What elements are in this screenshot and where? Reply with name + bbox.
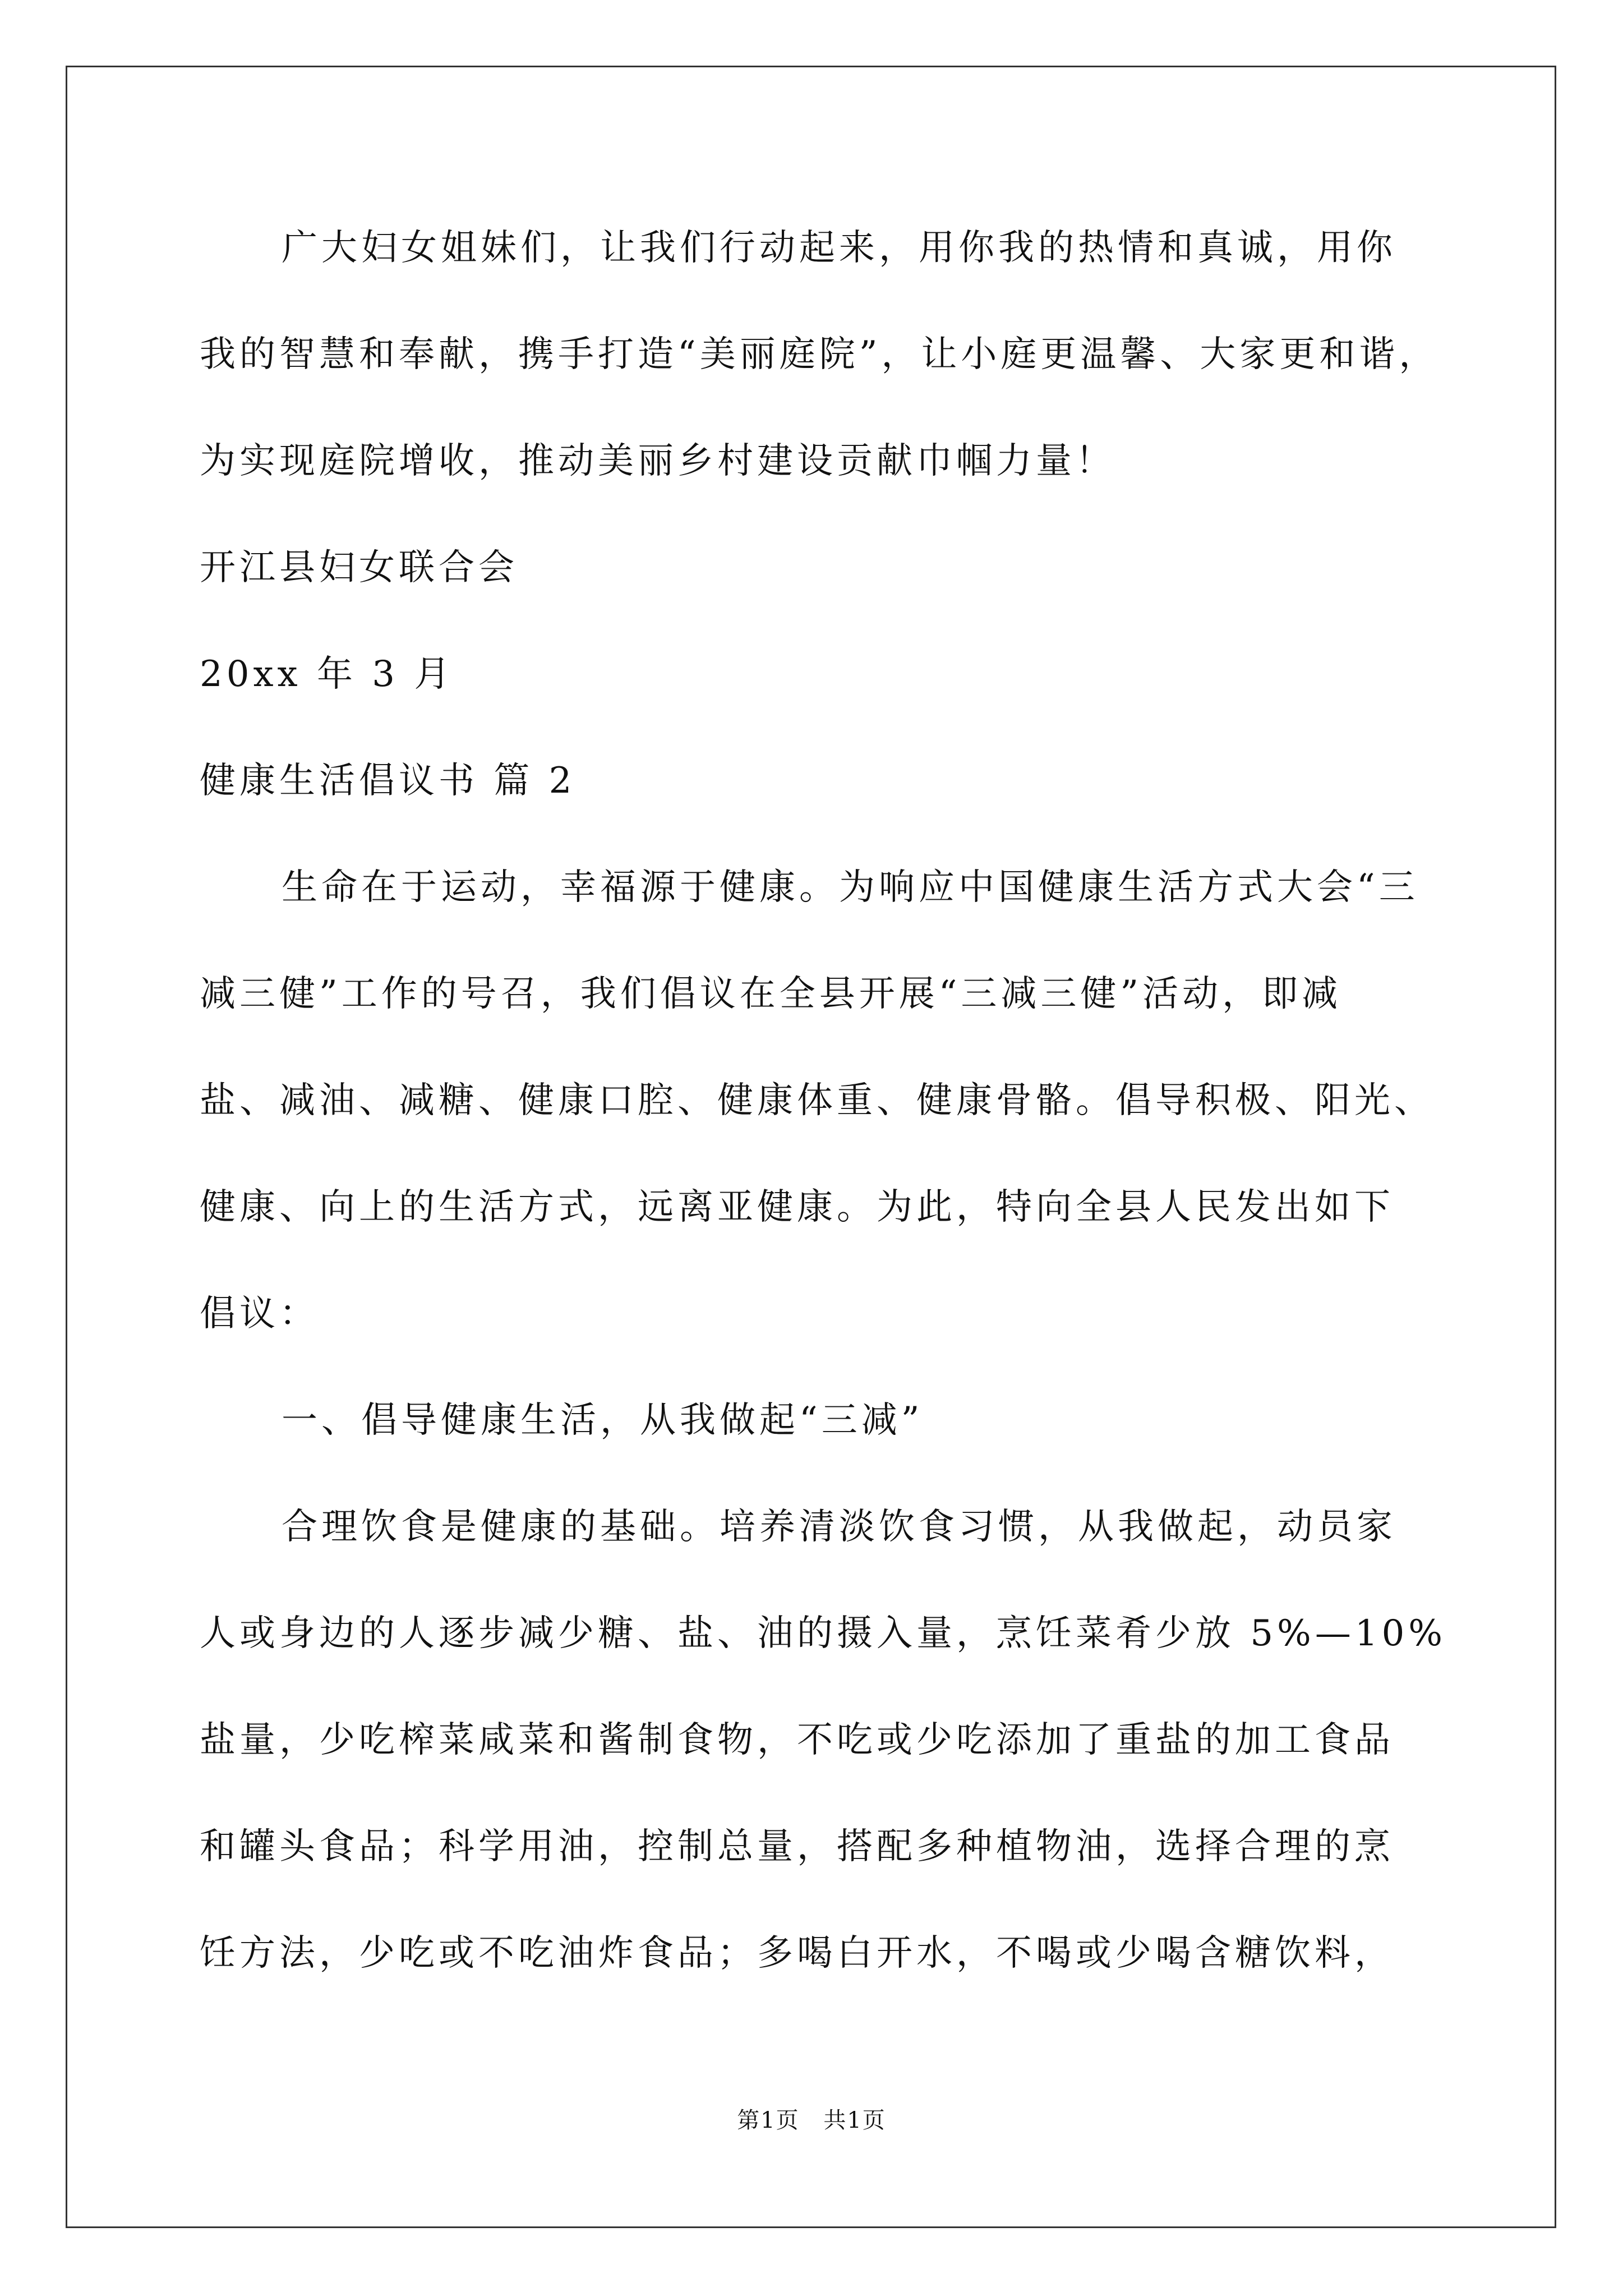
paragraph-line: 盐量，少吃榨菜咸菜和酱制食物，不吃或少吃添加了重盐的加工食品	[200, 1719, 1394, 1761]
paragraph-line: 为实现庭院增收，推动美丽乡村建设贡献巾帼力量！	[200, 440, 1115, 482]
signature-date: 20xx 年 3 月	[200, 654, 454, 695]
section-heading: 健康生活倡议书 篇 2	[200, 760, 576, 802]
paragraph-line: 广大妇女姐妹们，让我们行动起来，用你我的热情和真诚，用你	[282, 227, 1396, 269]
paragraph-line: 生命在于运动，幸福源于健康。为响应中国健康生活方式大会“三	[282, 867, 1419, 908]
paragraph-line: 盐、减油、减糖、健康口腔、健康体重、健康骨骼。倡导积极、阳光、	[200, 1080, 1434, 1121]
paragraph-line: 健康、向上的生活方式，远离亚健康。为此，特向全县人民发出如下	[200, 1186, 1394, 1228]
paragraph-line: 减三健”工作的号召，我们倡议在全县开展“三减三健”活动，即减	[200, 973, 1342, 1015]
page-number: 第1页	[737, 2108, 800, 2133]
subheading: 一、倡导健康生活，从我做起“三减”	[282, 1400, 924, 1441]
page-total: 共1页	[823, 2108, 886, 2133]
paragraph-line: 人或身边的人逐步减少糖、盐、油的摄入量，烹饪菜肴少放 5%—10%	[200, 1613, 1447, 1654]
signature-organization: 开江县妇女联合会	[200, 547, 518, 588]
paragraph-line: 我的智慧和奉献，携手打造“美丽庭院”，让小庭更温馨、大家更和谐，	[200, 334, 1439, 375]
paragraph-line: 倡议：	[200, 1293, 319, 1335]
page-footer	[0, 2105, 1623, 2136]
paragraph-line: 合理饮食是健康的基础。培养清淡饮食习惯，从我做起，动员家	[282, 1506, 1396, 1548]
page-border	[66, 66, 1556, 2228]
paragraph-line: 和罐头食品；科学用油，控制总量，搭配多种植物油，选择合理的烹	[200, 1826, 1394, 1867]
paragraph-line: 饪方法，少吃或不吃油炸食品；多喝白开水，不喝或少喝含糖饮料，	[200, 1932, 1394, 1974]
